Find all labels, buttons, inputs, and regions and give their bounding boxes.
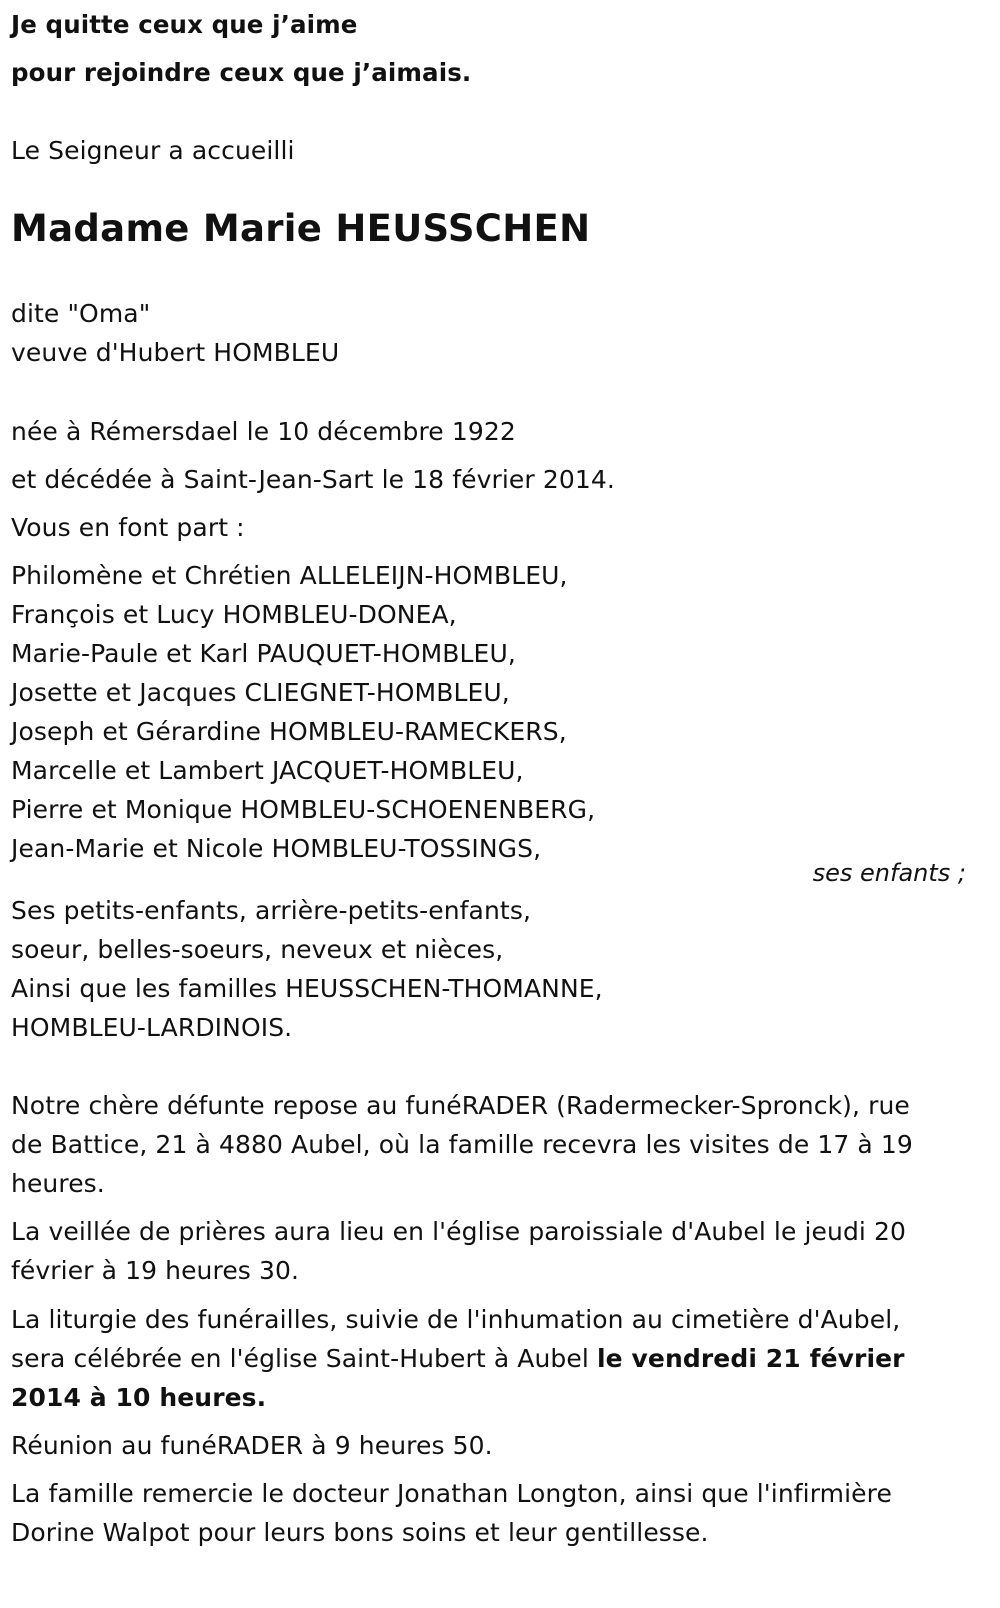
family-line: Ainsi que les familles HEUSSCHEN-THOMANNE, <box>11 974 603 1003</box>
epigraph-line-2: pour rejoindre ceux que j’aimais. <box>11 58 472 87</box>
death-text: et décédée à Saint-Jean-Sart le 18 février 2014. <box>11 465 615 494</box>
intro-text: Le Seigneur a accueilli <box>11 136 295 165</box>
repose-line: de Battice, 21 à 4880 Aubel, où la famille recevra les visites de 17 à 19 <box>11 1130 913 1159</box>
announce-text: Vous en font part : <box>11 513 245 542</box>
family-line: Ses petits-enfants, arrière-petits-enfants, <box>11 896 531 925</box>
family-line: soeur, belles-soeurs, neveux et nièces, <box>11 935 504 964</box>
liturgie-date-bold: le vendredi 21 février <box>596 1344 905 1373</box>
children-line: Josette et Jacques CLIEGNET-HOMBLEU, <box>11 678 510 707</box>
family-line: HOMBLEU-LARDINOIS. <box>11 1013 293 1042</box>
children-label: ses enfants ; <box>812 859 966 887</box>
children-line: Jean-Marie et Nicole HOMBLEU-TOSSINGS, <box>11 834 542 863</box>
repose-line: heures. <box>11 1169 105 1198</box>
children-line: Pierre et Monique HOMBLEU-SCHOENENBERG, <box>11 795 596 824</box>
liturgie-line-2-plain: sera célébrée en l'église Saint-Hubert à Aubel <box>11 1344 597 1373</box>
epigraph-line-1: Je quitte ceux que j’aime <box>11 10 358 39</box>
liturgie-time-bold: 2014 à 10 heures. <box>11 1383 267 1412</box>
veillee-line: février à 19 heures 30. <box>11 1256 300 1285</box>
deceased-name: Madame Marie HEUSSCHEN <box>11 207 591 250</box>
liturgie-line-1: La liturgie des funérailles, suivie de l'inhumation au cimetière d'Aubel, <box>11 1305 901 1334</box>
children-line: Philomène et Chrétien ALLELEIJN-HOMBLEU, <box>11 561 568 590</box>
children-line: Marcelle et Lambert JACQUET-HOMBLEU, <box>11 756 524 785</box>
children-line: Marie-Paule et Karl PAUQUET-HOMBLEU, <box>11 639 516 668</box>
widow-text: veuve d'Hubert HOMBLEU <box>11 338 340 367</box>
liturgie-line-2 <box>11 1342 905 1376</box>
children-line: Joseph et Gérardine HOMBLEU-RAMECKERS, <box>11 717 567 746</box>
reunion-text: Réunion au funéRADER à 9 heures 50. <box>11 1431 493 1460</box>
veillee-line: La veillée de prières aura lieu en l'église paroissiale d'Aubel le jeudi 20 <box>11 1217 907 1246</box>
nickname-text: dite "Oma" <box>11 299 151 328</box>
children-line: François et Lucy HOMBLEU-DONEA, <box>11 600 457 629</box>
thanks-line: Dorine Walpot pour leurs bons soins et leur gentillesse. <box>11 1518 709 1547</box>
thanks-line: La famille remercie le docteur Jonathan Longton, ainsi que l'infirmière <box>11 1479 892 1508</box>
repose-line: Notre chère défunte repose au funéRADER (Radermecker-Spronck), rue <box>11 1091 910 1120</box>
birth-text: née à Rémersdael le 10 décembre 1922 <box>11 417 516 446</box>
